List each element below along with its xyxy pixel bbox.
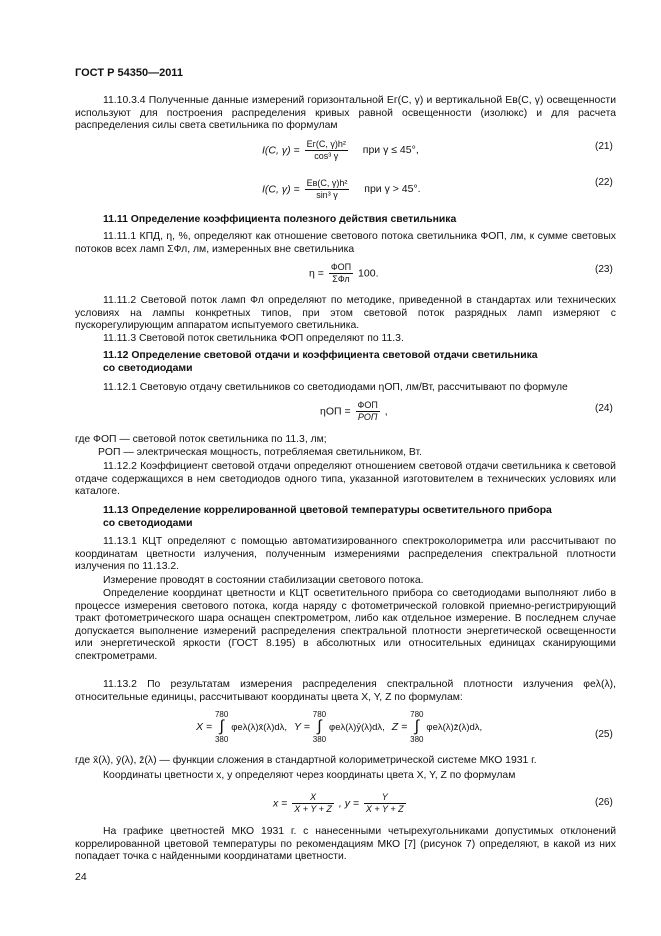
formula-23-numerator: ФОП (330, 262, 352, 272)
paragraph-coordinates: Определение координат цветности и КЦТ осветительного прибора со светодиодами выполняют либо в процессе измерения светового потока, когда наряду с фотометрической головкой приемно-регистрирующий тракт фотометрического шара оснащен спектрометром, либо как отдельное измерение. В последнем случае допускается выполнение измерений распределения спектральной плотности энергетической освещенности или энергетической яркости (ГОСТ 8.195) в абсолютных или относительных единицах сканирующими спектрометрами. (75, 588, 616, 662)
paragraph-11-11-3: 11.11.3 Световой поток светильника ФОП определяют по 11.3. (103, 333, 404, 344)
integrand-x: φeλ(λ)x̄(λ)dλ, (231, 721, 288, 733)
formula-26 (273, 792, 408, 815)
formula-25 (196, 710, 482, 744)
heading-11-13-line1: 11.13 Определение коррелированной цветовой температуры осветительного прибора (103, 505, 552, 516)
integral-z: 780 ∫ 380 (410, 710, 424, 744)
formula-21-numerator: Eг(C, γ)h² (306, 139, 346, 149)
formula-25-x: X = (196, 720, 213, 733)
integral-x-lower: 380 (214, 735, 229, 744)
formula-22-denominator: sin³ γ (316, 190, 338, 200)
where-24-line1: где ФОП — световой поток светильника по 11.3, лм; (75, 434, 327, 445)
formula-21 (262, 139, 419, 162)
integral-y: 780 ∫ 380 (312, 710, 327, 744)
paragraph-11-11-2: 11.11.2 Световой поток ламп Фл определяют по методике, приведенной в стандартах или технических условиях на лампы конкретных типов, при этом световой поток разрядных ламп измеряют с пускорегулирующим аппаратом испытуемого светильника. (75, 295, 616, 332)
formula-26-y-denominator: X + Y + Z (365, 804, 404, 814)
integrand-y: φeλ(λ)ȳ(λ)dλ, (329, 721, 385, 733)
paragraph-measurement: Измерение проводят в состоянии стабилизации светового потока. (103, 575, 424, 586)
formula-21-condition: при γ ≤ 45°, (362, 144, 419, 157)
equation-number-21: (21) (595, 141, 613, 152)
paragraph-11-11-1: 11.11.1 КПД, η, %, определяют как отношение светового потока светильника ФОП, лм, к сумме световых потоков всех ламп ΣФл, лм, измеренных вне светильника (75, 231, 616, 255)
formula-26-y-lhs: , y = (338, 797, 359, 810)
formula-24-numerator: ФОП (357, 400, 378, 410)
formula-22-condition: при γ > 45°. (364, 183, 421, 196)
formula-26-x-lhs: x = (273, 797, 288, 810)
integral-x-upper: 780 (214, 710, 229, 719)
formula-26-x-numerator: X (292, 792, 334, 804)
equation-number-26: (26) (595, 797, 613, 808)
paragraph-11-13-1: 11.13.1 КЦТ определяют с помощью автоматизированного спектроколориметра или рассчитывают по координатам цветности излучения, полученным измерениями распределения спектральной плотности излучения по 11.13.2. (75, 536, 616, 573)
paragraph-11-10-3-4: 11.10.3.4 Полученные данные измерений горизонтальной Eг(C, γ) и вертикальной Eв(C, γ) освещенности используют для построения распределения кривых равной освещенности (изолюкс) и для расчета распределения силы света светильника по формулам (75, 95, 616, 132)
formula-26-y-numerator: Y (364, 792, 406, 804)
heading-11-11: 11.11 Определение коэффициента полезного действия светильника (103, 214, 457, 225)
integral-z-upper: 780 (410, 710, 424, 719)
formula-21-lhs: I(C, γ) = (262, 144, 300, 157)
paragraph-11-12-2: 11.12.2 Коэффициент световой отдачи определяют отношением световой отдачи светильника к световой отдаче содержащихся в нем светодиодов одного типа, указанной изготовителем в технических условиях или каталоге. (75, 461, 616, 498)
formula-26-x-denominator: X + Y + Z (294, 804, 332, 814)
page-number: 24 (75, 871, 87, 883)
integral-z-lower: 380 (410, 735, 424, 744)
integrand-z: φeλ(λ)z̄(λ)dλ, (426, 721, 483, 733)
formula-24-lhs: ηОП = (320, 405, 351, 418)
integral-y-upper: 780 (312, 710, 327, 719)
formula-24 (320, 400, 388, 423)
formula-24-denominator: PОП (357, 412, 378, 422)
paragraph-11-13-2: 11.13.2 По результатам измерения распределения спектральной плотности излучения φeλ(λ), относительные единицы, рассчитывают координаты цвета X, Y, Z по формулам: (75, 679, 616, 703)
paragraph-11-12-1: 11.12.1 Световую отдачу светильников со светодиодами ηОП, лм/Вт, рассчитывают по формуле (103, 382, 568, 393)
integral-y-lower: 380 (312, 735, 327, 744)
where-25: где x̄(λ), ȳ(λ), z̄(λ) — функции сложения в стандартной колориметрической системе МКО 1931 г. (75, 755, 537, 766)
formula-23 (309, 262, 378, 285)
formula-24-tail: , (384, 405, 388, 418)
integral-x: 780 ∫ 380 (214, 710, 229, 744)
formula-22-numerator: Eв(C, γ)h² (306, 178, 348, 188)
formula-23-lhs: η = (309, 267, 324, 280)
formula-25-z: Z = (391, 720, 408, 733)
formula-22 (262, 178, 421, 201)
heading-11-12-line1: 11.12 Определение световой отдачи и коэффициента световой отдачи светильника (103, 350, 538, 361)
paragraph-final: На графике цветностей МКО 1931 г. с нанесенными четырехугольниками допустимых отклонений коррелированной цветовой температуры по рекомендациям МКО [7] (рисунок 7) определяют, в какой из них попадает точка с найденными координатами цветности. (75, 826, 616, 863)
formula-21-denominator: cos³ γ (314, 151, 339, 161)
formula-23-tail: 100. (358, 267, 379, 280)
formula-23-denominator: ΣФл (332, 274, 350, 284)
paragraph-chromaticity: Координаты цветности x, y определяют через координаты цвета X, Y, Z по формулам (103, 770, 516, 781)
where-24-line2: PОП — электрическая мощность, потребляемая светильником, Вт. (98, 447, 422, 458)
formula-22-lhs: I(C, γ) = (262, 183, 300, 196)
formula-25-y: Y = (293, 720, 310, 733)
equation-number-23: (23) (595, 264, 613, 275)
equation-number-22: (22) (595, 177, 613, 188)
equation-number-25: (25) (595, 729, 613, 740)
document-header: ГОСТ Р 54350—2011 (75, 67, 183, 79)
heading-11-13-line2: со светодиодами (103, 518, 193, 529)
equation-number-24: (24) (595, 403, 613, 414)
heading-11-12-line2: со светодиодами (103, 363, 193, 374)
